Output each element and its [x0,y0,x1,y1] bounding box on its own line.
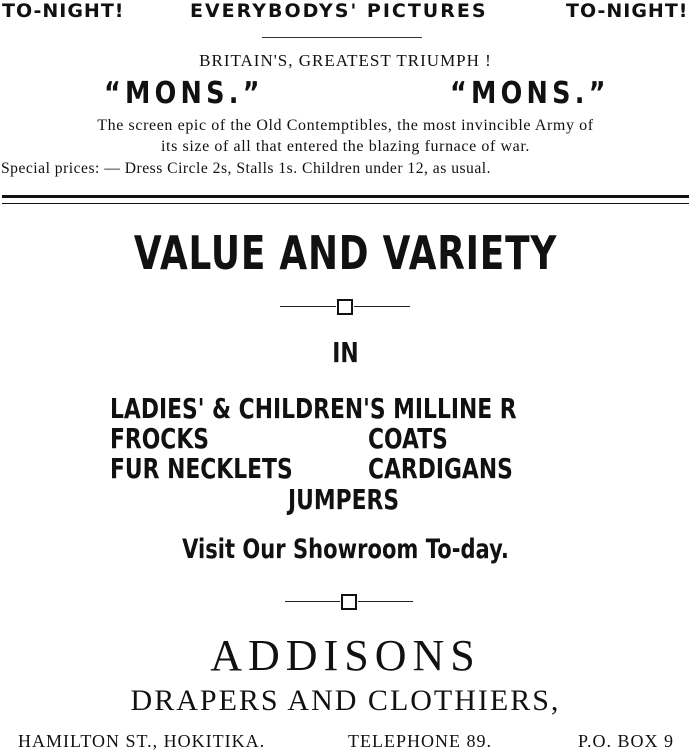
feature-title-left: “MONS.” [104,76,264,111]
ornament-divider-top [280,298,410,314]
po-box: P.O. BOX 9 [578,731,675,751]
title-underline [262,37,422,38]
item-coats: COATS [368,422,448,455]
item-jumpers: JUMPERS [288,483,400,516]
column-separator-thick [2,195,689,198]
item-fur-necklets: FUR NECKLETS [110,452,293,485]
tonight-left-label: TO-NIGHT! [2,0,125,22]
cinema-title: EVERYBODYS' PICTURES [190,0,488,22]
feature-description-line2: its size of all that entered the blazing furnace of war. [160,138,530,155]
business-name: ADDISONS [210,631,481,680]
feature-title-right: “MONS.” [450,76,610,111]
connector-in: IN [332,336,359,369]
column-separator-thin [2,203,689,204]
tonight-right-label: TO-NIGHT! [566,0,689,22]
drapers-headline: VALUE AND VARIETY [133,226,558,280]
ornament-divider-bottom [285,593,413,609]
item-millinery: LADIES' & CHILDREN'S MILLINE R [110,392,517,425]
telephone: TELEPHONE 89. [348,731,492,751]
feature-description-line1: The screen epic of the Old Contemptibles, the most invincible Army of [97,117,594,134]
business-type: DRAPERS AND CLOTHIERS, [130,684,561,717]
address: HAMILTON ST., HOKITIKA. [18,731,266,751]
cinema-headline: BRITAIN'S, GREATEST TRIUMPH ! [199,51,492,70]
special-prices: Special prices: — Dress Circle 2s, Stalls 1s. Children under 12, as usual. [1,160,492,177]
showroom-invitation: Visit Our Showroom To-day. [182,534,509,565]
item-frocks: FROCKS [110,422,209,455]
item-cardigans: CARDIGANS [368,452,513,485]
